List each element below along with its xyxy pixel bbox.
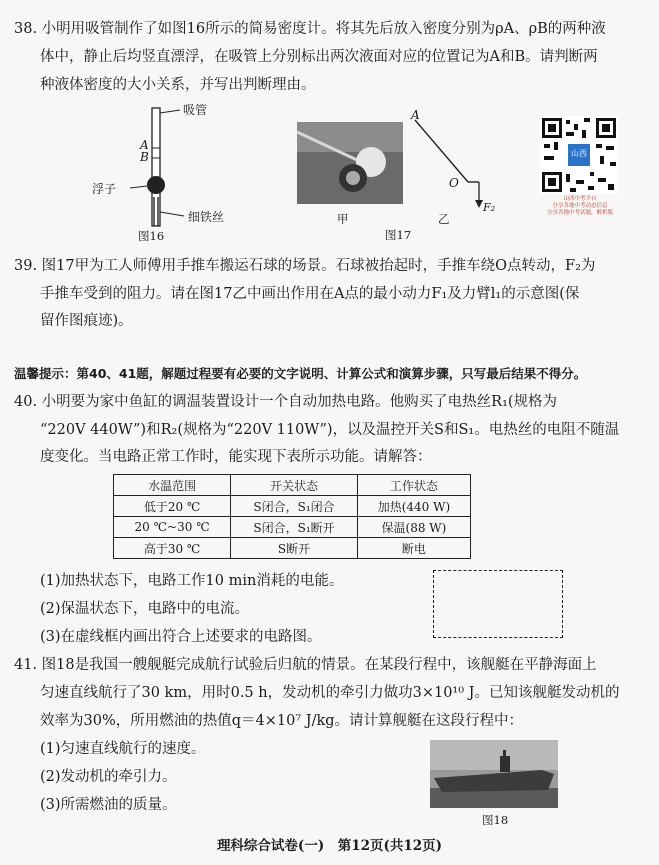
q40-sub-3: (3)在虚线框内画出符合上述要求的电路图。 <box>40 629 322 645</box>
carrier-photo-image <box>430 740 558 808</box>
point-o: O <box>449 176 459 190</box>
q38-line-1: 38. 小明用吸管制作了如图16所示的简易密度计。将其先后放入密度分别为ρA、ρB的两种液 <box>14 21 606 37</box>
q38-line-3: 种液体密度的大小关系，并写出判断理由。 <box>40 77 316 93</box>
table-cell: 加热(440 W) <box>357 496 470 517</box>
carrier-photo <box>430 740 558 808</box>
table-cell: S闭合，S₁断开 <box>231 517 358 538</box>
table-row <box>114 538 471 559</box>
qr-note-1: 山西中考平台 <box>563 196 597 202</box>
table-cell: 高于30 ℃ <box>114 538 231 559</box>
qr-code[interactable] <box>540 116 618 194</box>
caption-fig17: 图17 <box>385 228 412 242</box>
lever-diagram <box>405 108 505 218</box>
circuit-drawing-box[interactable] <box>433 570 563 638</box>
q41-sub-2: (2)发动机的牵引力。 <box>40 769 177 785</box>
q39-line-3: 留作图痕迹)。 <box>40 313 133 329</box>
label-straw: 吸管 <box>183 103 208 117</box>
label-b: B <box>140 150 149 164</box>
table-cell: 断电 <box>357 538 470 559</box>
table-cell: 保温(88 W) <box>357 517 470 538</box>
q41-sub-1: (1)匀速直线航行的速度。 <box>40 741 206 757</box>
caption-fig16: 图16 <box>138 229 165 243</box>
qr-badge: 山西 <box>571 149 587 158</box>
point-a: A <box>411 108 420 122</box>
q40-line-2: “220V 440W”)和R₂(规格为“220V 110W”)，以及温控开关S和S₁。电热丝的电阻不随温 <box>40 422 620 438</box>
q41-sub-3: (3)所需燃油的质量。 <box>40 797 177 813</box>
cart-photo-image <box>297 122 403 204</box>
label-wire: 细铁丝 <box>188 210 225 224</box>
qr-note-3: 分享各地中考试题，解析版 <box>546 210 613 216</box>
q39-line-1: 39. 图17甲为工人师傅用手推车搬运石球的场景。石球被抬起时，手推车绕O点转动，F₂为 <box>14 258 596 274</box>
label-a: A <box>140 138 149 152</box>
q40-line-1: 40. 小明要为家中鱼缸的调温装置设计一个自动加热电路。他购买了电热丝R₁(规格为 <box>14 394 558 410</box>
density-meter-diagram <box>80 100 250 245</box>
table-cell: 20 ℃~30 ℃ <box>114 517 231 538</box>
table-header: 水温范围 <box>114 475 231 496</box>
qr-note-2: 分享各地中考动态信息 <box>552 203 608 209</box>
q40-sub-1: (1)加热状态下，电路工作10 min消耗的电能。 <box>40 573 344 589</box>
label-float: 浮子 <box>92 182 117 196</box>
label-jia: 甲 <box>337 212 349 226</box>
table-cell: 低于20 ℃ <box>114 496 231 517</box>
table-header-row <box>114 475 471 496</box>
table-header: 工作状态 <box>357 475 470 496</box>
q41-line-3: 效率为30%，所用燃油的热值q＝4×10⁷ J/kg。请计算舰艇在这段行程中： <box>40 713 524 729</box>
q39-line-2: 手推车受到的阻力。请在图17乙中画出作用在A点的最小动力F₁及力臂l₁的示意图(保 <box>40 286 580 302</box>
q41-line-2: 匀速直线航行了30 km，用时0.5 h，发动机的牵引力做功3×10¹⁰ J。已知该舰艇发动机的 <box>40 685 620 701</box>
q40-sub-2: (2)保温状态下，电路中的电流。 <box>40 601 250 617</box>
q41-line-1: 41. 图18是我国一艘舰艇完成航行试验后归航的情景。在某段行程中，该舰艇在平静海面上 <box>14 657 597 673</box>
qr-caption <box>535 196 625 217</box>
cart-photo <box>297 122 403 204</box>
page-footer: 理科综合试卷(一) 第12页(共12页) <box>216 838 443 854</box>
q38-line-2: 体中，静止后均竖直漂浮，在吸管上分别标出两次液面对应的位置记为A和B。请判断两 <box>40 49 598 65</box>
table-cell: S闭合，S₁闭合 <box>231 496 358 517</box>
force-f2: F₂ <box>483 201 496 214</box>
function-table <box>113 474 471 559</box>
warm-tip: 温馨提示：第40、41题，解题过程要有必要的文字说明、计算公式和演算步骤，只写最后结果不得分。 <box>14 366 587 381</box>
caption-fig18: 图18 <box>482 813 509 827</box>
table-cell: S断开 <box>231 538 358 559</box>
table-row <box>114 496 471 517</box>
q40-line-3: 度变化。当电路正常工作时，能实现下表所示功能。请解答： <box>40 449 432 465</box>
table-header: 开关状态 <box>231 475 358 496</box>
figure-16 <box>80 100 250 245</box>
label-yi: 乙 <box>438 212 450 226</box>
table-row <box>114 517 471 538</box>
